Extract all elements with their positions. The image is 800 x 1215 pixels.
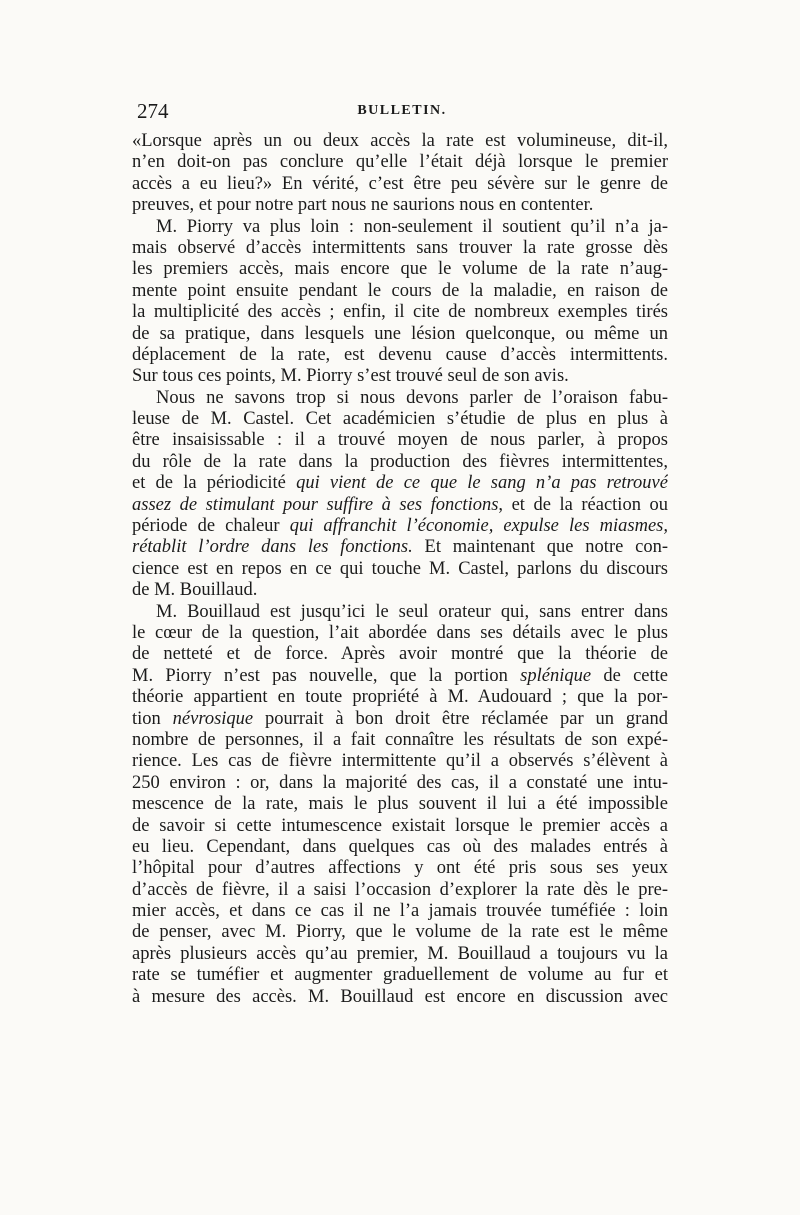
text-line — [132, 580, 668, 601]
text-line — [132, 238, 668, 259]
text-segment: déplacement de la rate, est devenu cause d’accès intermittents. — [132, 344, 668, 365]
text-segment: être insaisissable : il a trouvé moyen de nous parler, à propos — [132, 430, 668, 451]
text-line — [132, 217, 668, 238]
text-line — [132, 602, 668, 623]
text-segment: Sur tous ces points, M. Piorry s’est trouvé seul de son avis. — [132, 366, 569, 387]
text-segment: et de la périodicité — [132, 473, 297, 494]
text-segment: le cœur de la question, l’ait abordée dans ses détails avec le plus — [132, 622, 668, 643]
text-segment: du rôle de la rate dans la production des fièvres intermittentes, — [132, 451, 668, 472]
text-line — [132, 901, 668, 922]
text-line — [132, 666, 668, 687]
text-line — [132, 281, 668, 302]
italic-text: splénique — [520, 665, 592, 686]
text-segment: tion — [132, 708, 173, 729]
text-line — [132, 388, 668, 409]
text-segment: accès a eu lieu?» En vérité, c’est être peu sévère sur le genre de — [132, 173, 668, 194]
text-line — [132, 837, 668, 858]
italic-text: qui vient de ce que le sang n’a pas retrouvé — [296, 473, 668, 494]
italic-text: assez de stimulant pour suffire à ses fonctions — [132, 494, 499, 515]
text-segment: de penser, avec M. Piorry, que le volume de la rate est le même — [132, 922, 668, 943]
running-title: BULLETIN. — [357, 103, 447, 118]
text-segment: d’accès de fièvre, il a saisi l’occasion d’explorer la rate dès le pre- — [132, 879, 668, 900]
text-line — [132, 259, 668, 280]
text-segment: à mesure des accès. M. Bouillaud est encore en discussion avec — [132, 986, 668, 1007]
italic-text: qui affranchit l’économie, expulse les miasmes, — [289, 516, 668, 537]
text-segment: après plusieurs accès qu’au premier, M. Bouillaud a toujours vu la — [132, 943, 668, 964]
text-segment: l’hôpital pour d’autres affections y ont été pris sous ses yeux — [132, 858, 668, 879]
text-segment: de M. Bouillaud. — [132, 580, 258, 601]
text-line — [132, 709, 668, 730]
text-segment: les premiers accès, mais encore que le volume de la rate n’aug- — [132, 259, 668, 280]
text-line — [132, 559, 668, 580]
text-segment: nombre de personnes, il a fait connaître les résultats de son expé- — [132, 729, 668, 750]
text-segment: de sa pratique, dans lesquels une lésion quelconque, ou même un — [132, 323, 668, 344]
text-segment: M. Piorry va plus loin : non-seulement il soutient qu’il n’a ja- — [156, 216, 668, 237]
text-segment: «Lorsque après un ou deux accès la rate est volumineuse, dit-il, — [132, 131, 668, 151]
text-line — [132, 131, 668, 152]
text-segment: la multiplicité des accès ; enfin, il cite de nombreux exemples tirés — [132, 302, 668, 323]
text-segment: mier accès, et dans ce cas il ne l’a jamais trouvée tuméfiée : loin — [132, 901, 668, 922]
text-line — [132, 858, 668, 879]
text-segment: M. Piorry n’est pas nouvelle, que la portion — [132, 665, 521, 686]
text-segment: de netteté et de force. Après avoir montré que la théorie de — [132, 644, 668, 665]
text-line — [132, 473, 668, 494]
text-line — [132, 987, 668, 1008]
text-segment: théorie appartient en toute propriété à M. Audouard ; que la por- — [132, 687, 668, 708]
text-line — [132, 302, 668, 323]
text-line — [132, 751, 668, 772]
text-segment: Nous ne savons trop si nous devons parler de l’oraison fabu- — [156, 387, 668, 408]
text-segment: M. Bouillaud est jusqu’ici le seul orateur qui, sans entrer dans — [156, 601, 668, 622]
text-line — [132, 430, 668, 451]
text-segment: preuves, et pour notre part nous ne saurions nous en contenter. — [132, 195, 594, 216]
text-segment: de savoir si cette intumescence existait lorsque le premier accès a — [132, 815, 668, 836]
text-line — [132, 452, 668, 473]
text-line — [132, 730, 668, 751]
text-line — [132, 880, 668, 901]
text-segment: eu lieu. Cependant, dans quelques cas où des malades entrés à — [132, 836, 668, 857]
italic-text: rétablit l’ordre dans les fonctions. — [132, 537, 413, 558]
text-line — [132, 537, 668, 558]
text-segment: pourrait à bon droit être réclamée par un grand — [253, 708, 668, 729]
text-segment: mais observé d’accès intermittents sans trouver la rate grosse dès — [132, 237, 668, 258]
text-line — [132, 944, 668, 965]
text-line — [132, 794, 668, 815]
text-segment: , et de la réaction ou — [498, 494, 668, 515]
text-line — [132, 324, 668, 345]
text-line — [132, 773, 668, 794]
text-segment: Et maintenant que notre con- — [412, 537, 668, 558]
text-segment: période de chaleur — [132, 516, 290, 537]
text-line — [132, 922, 668, 943]
text-line — [132, 816, 668, 837]
text-line — [132, 495, 668, 516]
text-segment: mente point ensuite pendant le cours de la maladie, en raison de — [132, 280, 668, 301]
text-line — [132, 366, 668, 387]
text-line — [132, 623, 668, 644]
text-segment: de cette — [591, 665, 668, 686]
text-line — [132, 516, 668, 537]
text-line — [132, 965, 668, 986]
page-number: 274 — [137, 99, 169, 123]
text-segment: n’en doit-on pas conclure qu’elle l’était déjà lorsque le premier — [132, 152, 668, 173]
text-segment: mescence de la rate, mais le plus souvent il lui a été impossible — [132, 794, 668, 815]
text-segment: cience est en repos en ce qui touche M. Castel, parlons du discours — [132, 558, 668, 579]
text-line — [132, 345, 668, 366]
text-segment: 250 environ : or, dans la majorité des cas, il a constaté une intu- — [132, 772, 668, 793]
body-text — [132, 131, 668, 1008]
text-line — [132, 409, 668, 430]
text-line — [132, 644, 668, 665]
text-segment: rience. Les cas de fièvre intermittente qu’il a observés s’élèvent à — [132, 751, 668, 772]
running-head — [137, 96, 667, 126]
italic-text: névrosique — [172, 708, 254, 729]
text-line — [132, 152, 668, 173]
text-segment: leuse de M. Castel. Cet académicien s’étudie de plus en plus à — [132, 409, 668, 430]
text-line — [132, 687, 668, 708]
text-line — [132, 174, 668, 195]
text-segment: rate se tuméfier et augmenter graduellement de volume au fur et — [132, 965, 668, 986]
text-line — [132, 195, 668, 216]
